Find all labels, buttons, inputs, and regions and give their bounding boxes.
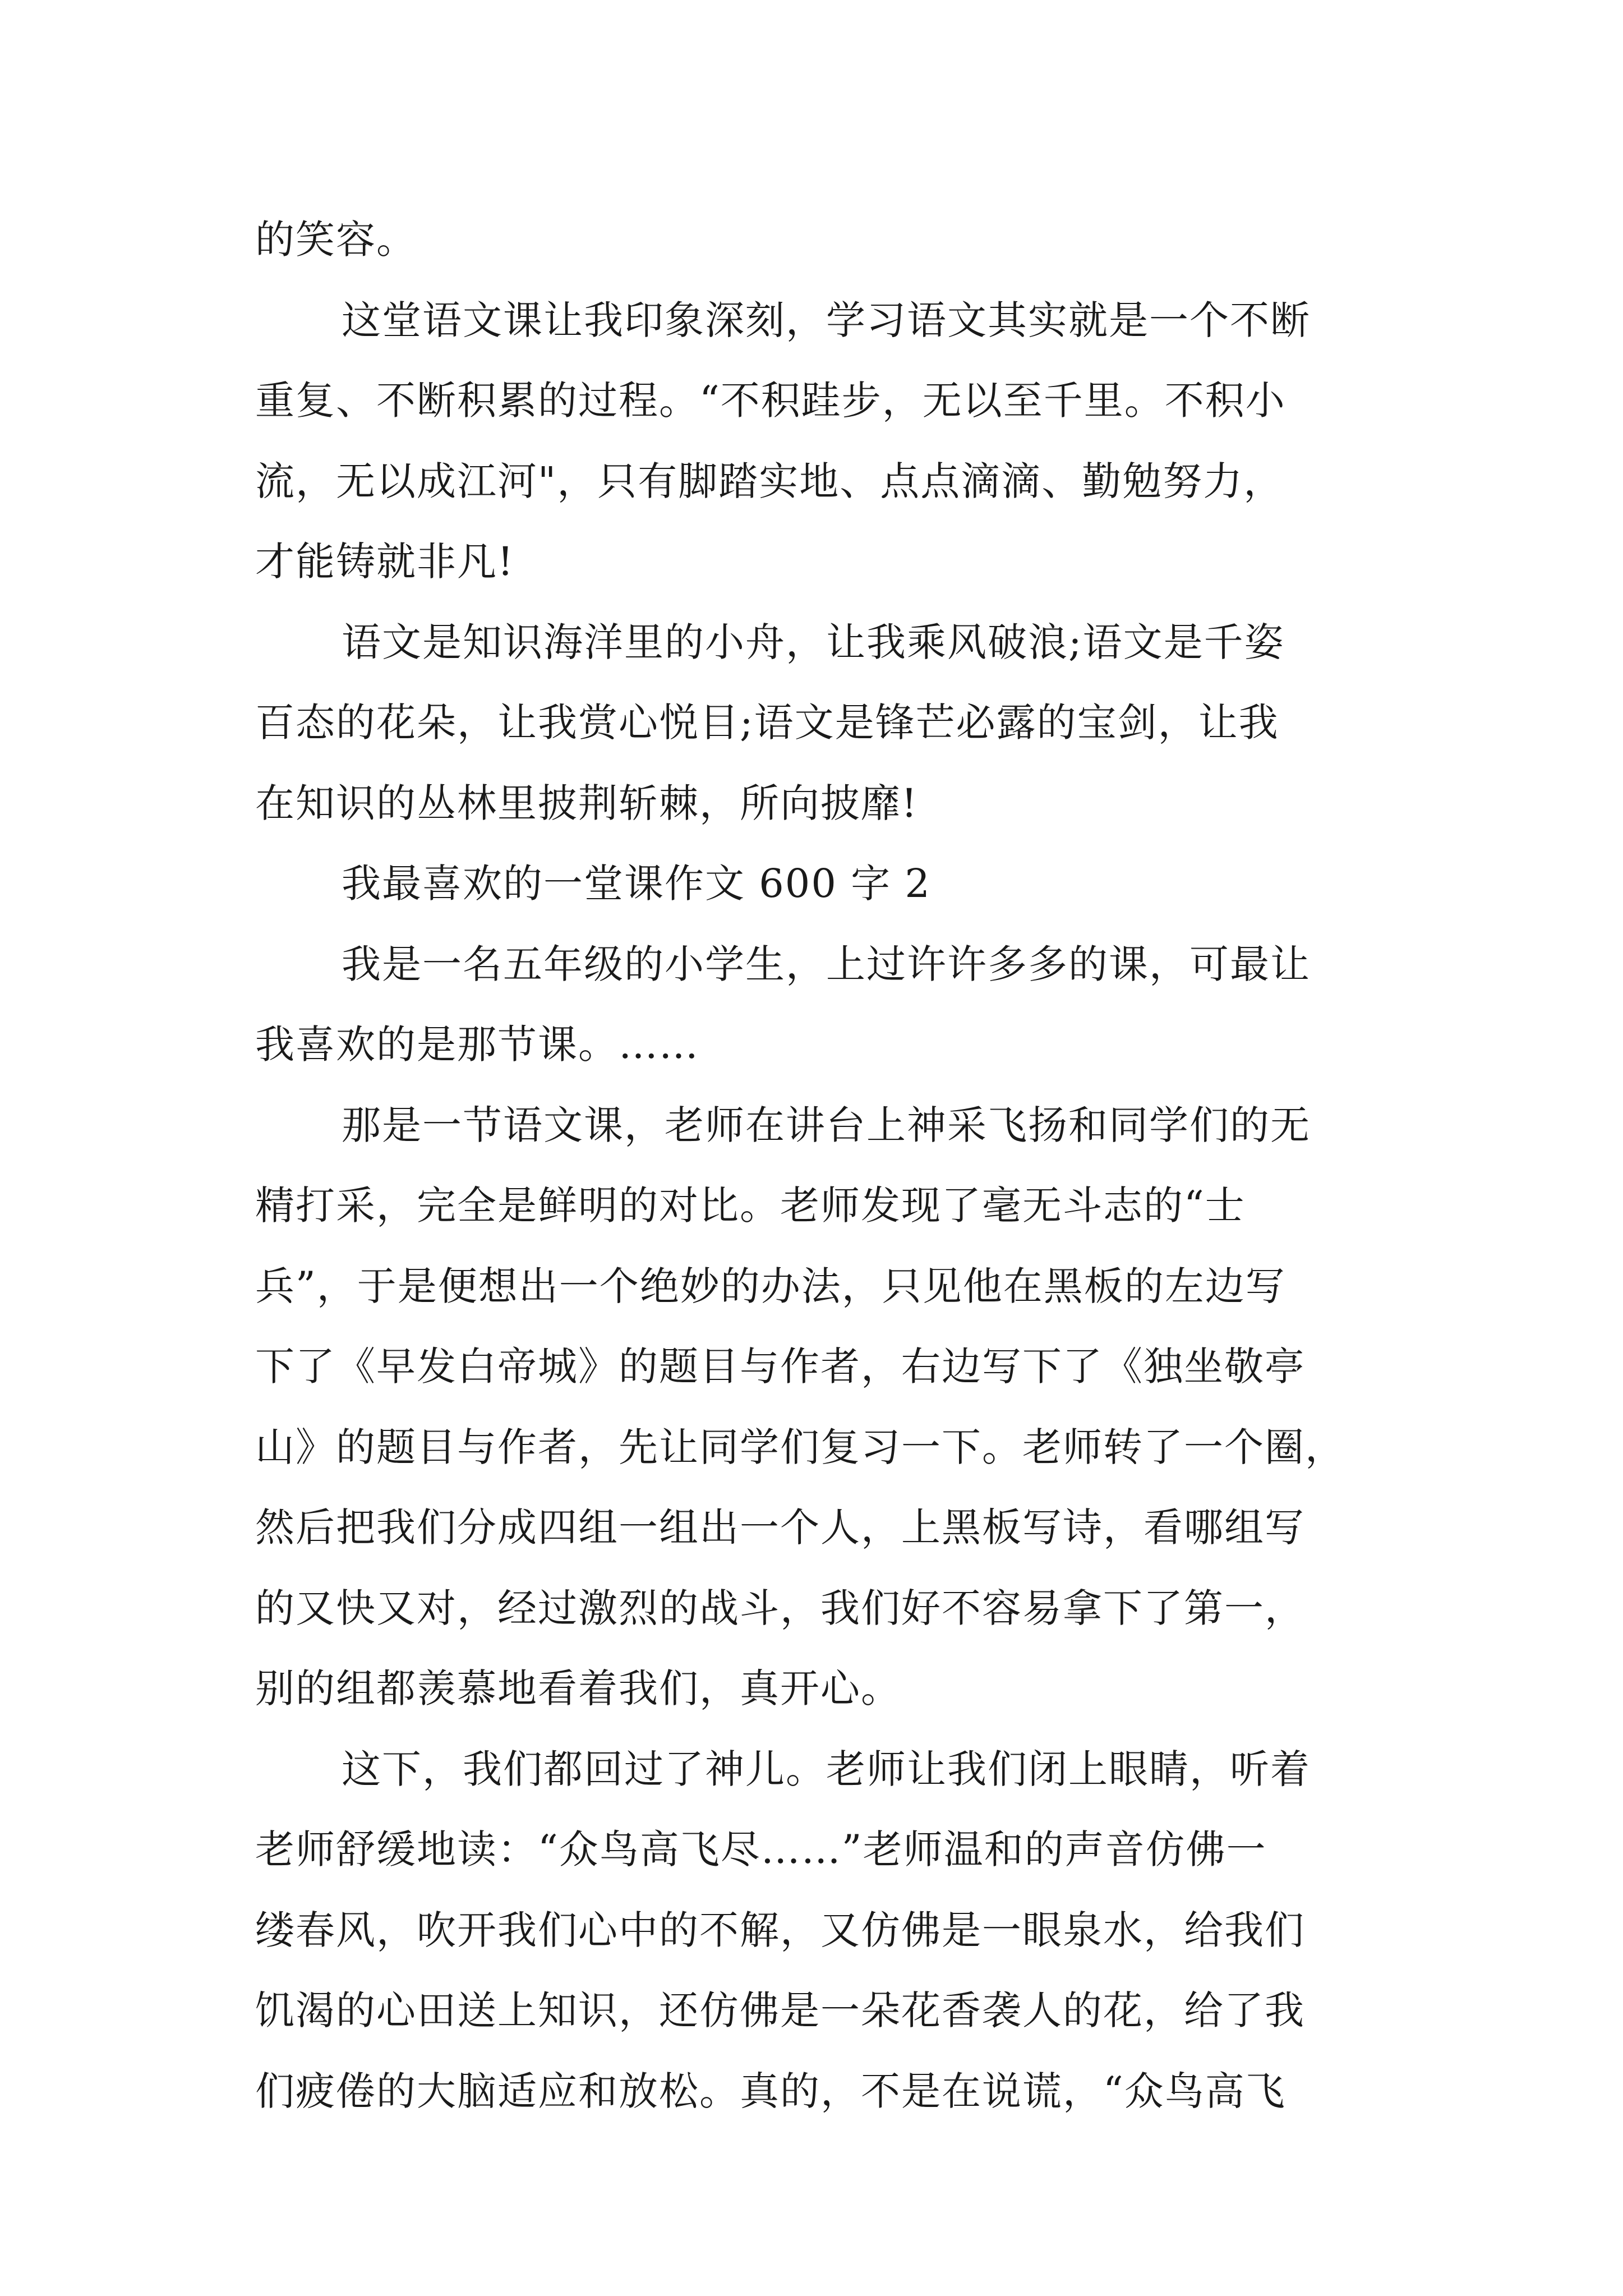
text-line: 我是一名五年级的小学生，上过许许多多的课，可最让 (342, 941, 1311, 987)
text-line: 我喜欢的是那节课。…… (255, 1022, 699, 1068)
section-heading: 我最喜欢的一堂课作文 600 字 2 (342, 861, 931, 907)
text-line: 然后把我们分成四组一组出一个人，上黑板写诗，看哪组写 (255, 1504, 1305, 1550)
text-line: 重复、不断积累的过程。“不积跬步，无以至千里。不积小 (255, 378, 1286, 424)
text-line: 的笑容。 (255, 217, 417, 263)
text-line: 们疲倦的大脑适应和放松。真的，不是在说谎，“众鸟高飞 (255, 2068, 1286, 2114)
text-line: 语文是知识海洋里的小舟，让我乘风破浪;语文是千姿 (342, 619, 1285, 665)
text-line: 这堂语文课让我印象深刻，学习语文其实就是一个不断 (342, 297, 1311, 343)
text-line: 这下，我们都回过了神儿。老师让我们闭上眼睛，听着 (342, 1746, 1311, 1792)
text-line: 精打采，完全是鲜明的对比。老师发现了毫无斗志的“士 (255, 1182, 1246, 1228)
document-body (255, 200, 1399, 2132)
text-line: 那是一节语文课，老师在讲台上神采飞扬和同学们的无 (342, 1102, 1311, 1148)
text-line: 别的组都羡慕地看着我们，真开心。 (255, 1665, 901, 1711)
text-line: 流，无以成江河"，只有脚踏实地、点点滴滴、勤勉努力， (255, 458, 1284, 504)
text-line: 百态的花朵，让我赏心悦目;语文是锋芒必露的宝剑，让我 (255, 700, 1279, 746)
text-line: 的又快又对，经过激烈的战斗，我们好不容易拿下了第一， (255, 1585, 1305, 1631)
text-line: 老师舒缓地读：“众鸟高飞尽……”老师温和的声音仿佛一 (255, 1826, 1267, 1872)
text-line: 才能铸就非凡! (255, 539, 515, 585)
text-line: 缕春风，吹开我们心中的不解，又仿佛是一眼泉水，给我们 (255, 1907, 1305, 1953)
text-line: 下了《早发白帝城》的题目与作者，右边写下了《独坐敬亭 (255, 1343, 1305, 1389)
text-line: 山》的题目与作者，先让同学们复习一下。老师转了一个圈， (255, 1424, 1345, 1470)
text-line: 在知识的丛林里披荆斩棘，所向披靡! (255, 780, 919, 826)
text-line: 兵”，于是便想出一个绝妙的办法，只见他在黑板的左边写 (255, 1263, 1286, 1309)
text-line: 饥渴的心田送上知识，还仿佛是一朵花香袭人的花，给了我 (255, 1987, 1305, 2033)
